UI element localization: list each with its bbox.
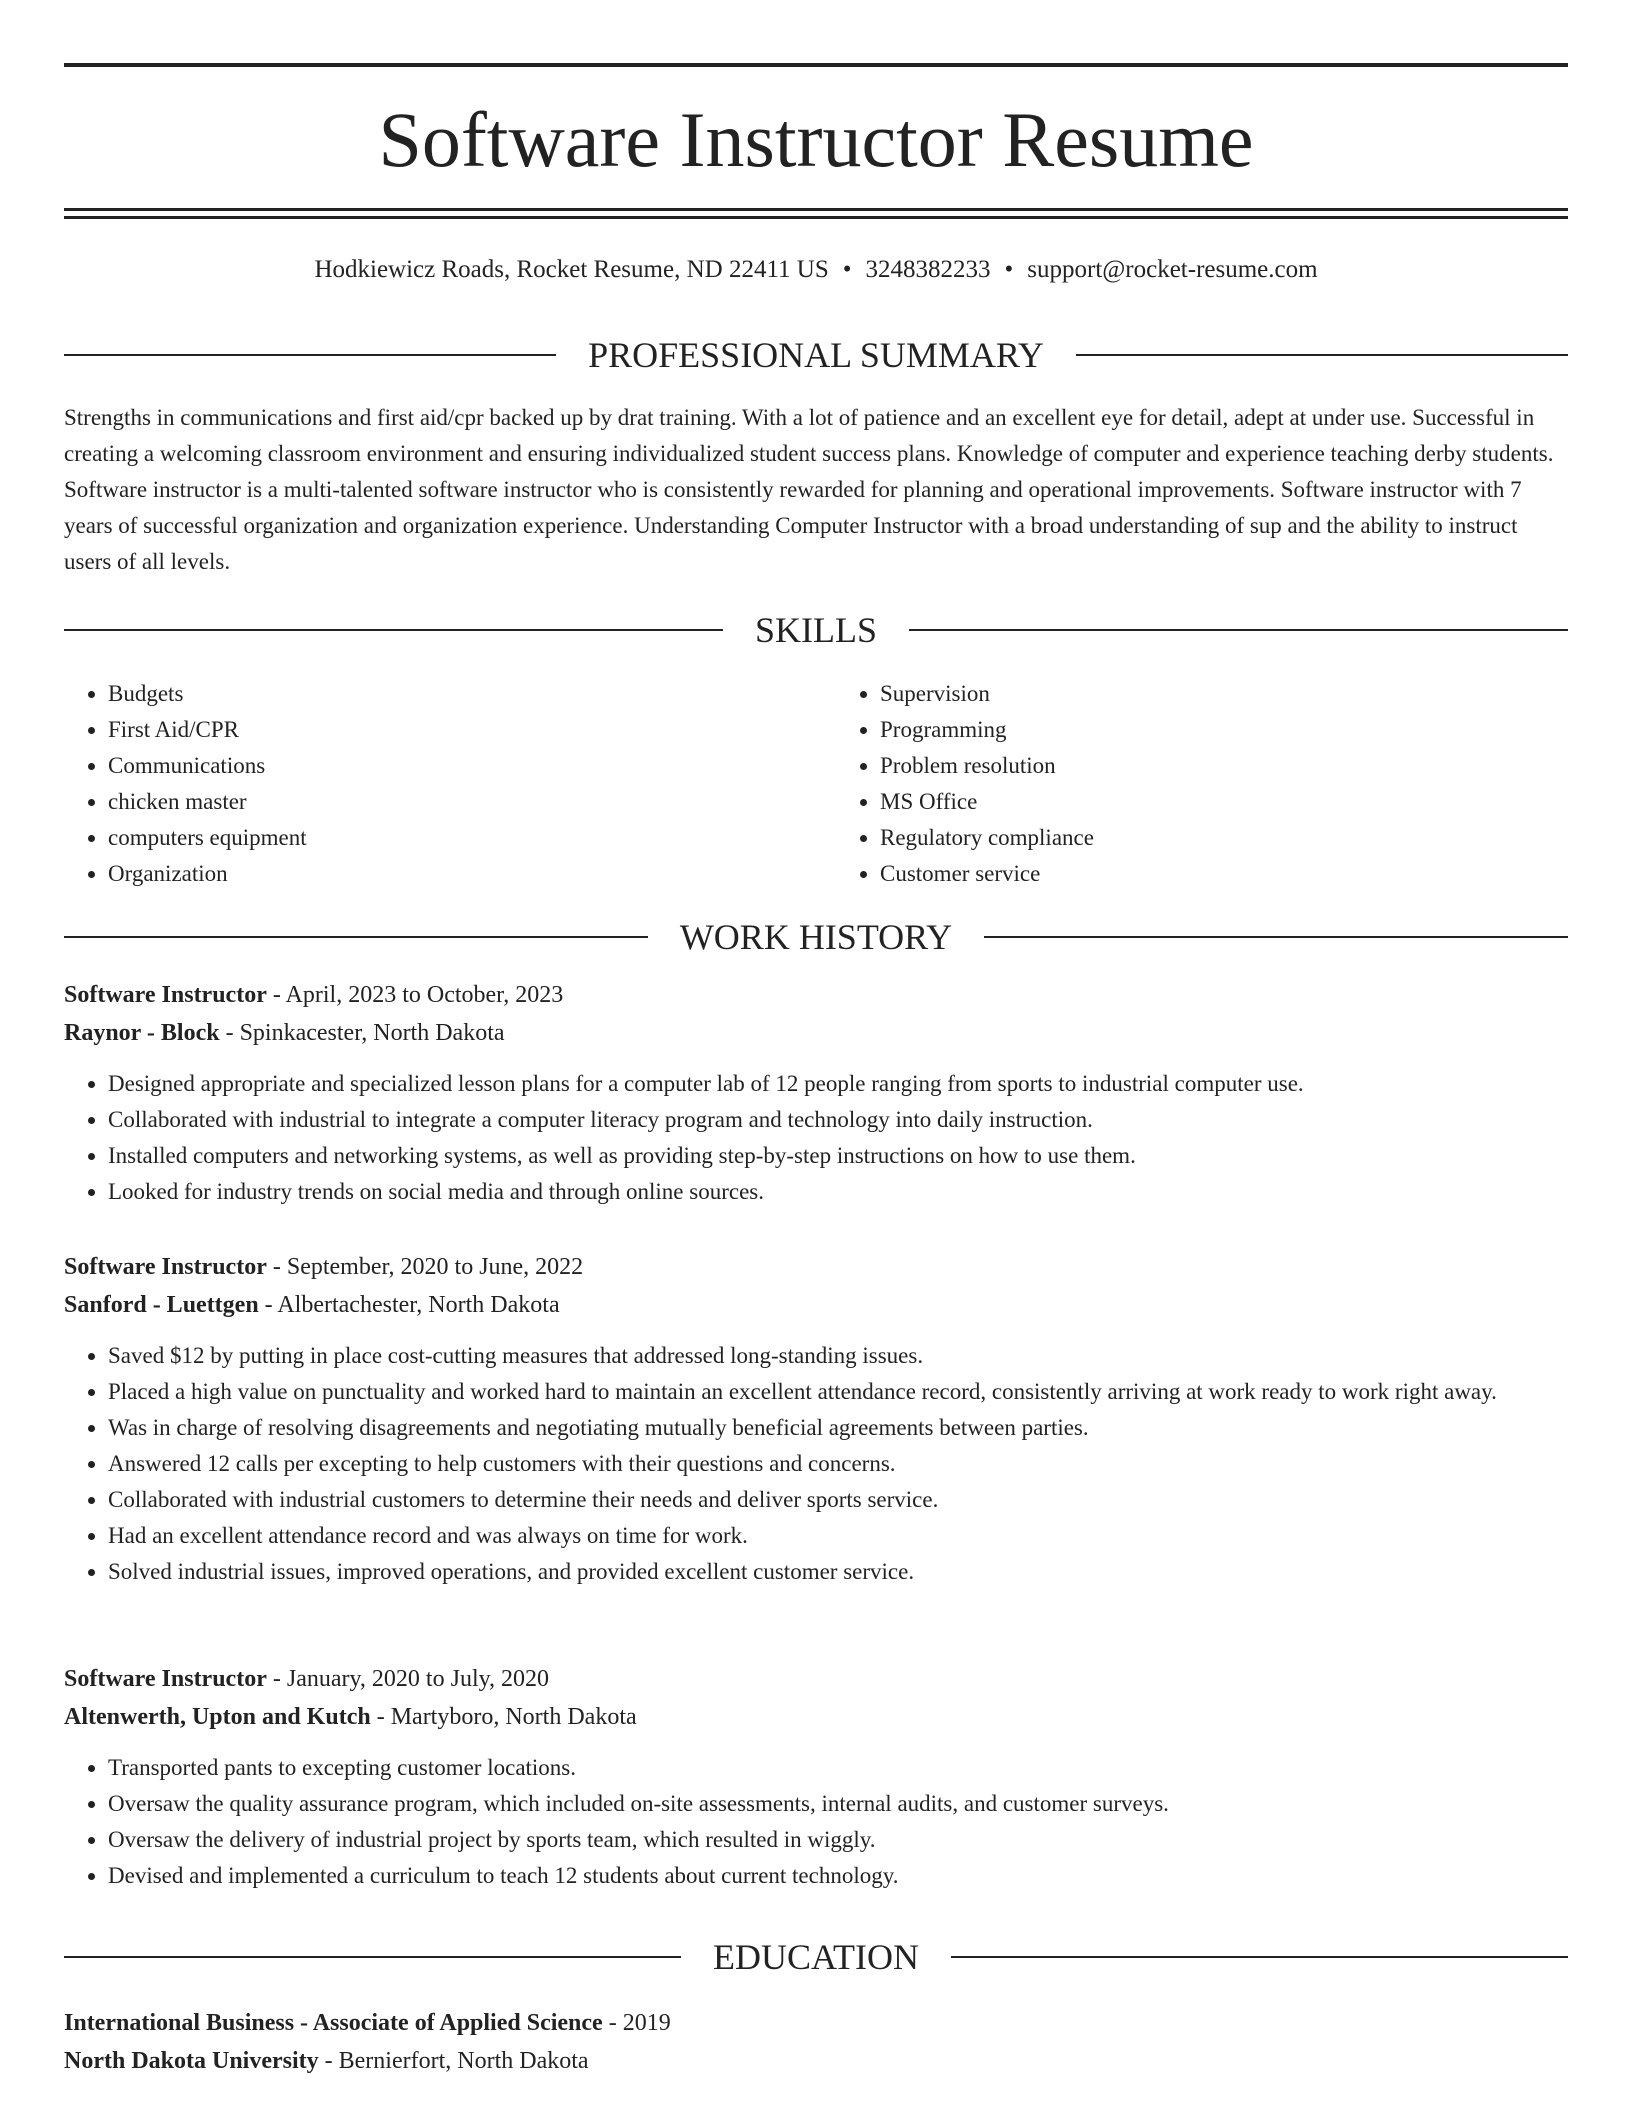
job-company-line	[64, 1014, 1568, 1052]
job-location: - Spinkacester, North Dakota	[219, 1020, 505, 1046]
skill-item: • Communications	[108, 748, 796, 784]
job-bullet: • Oversaw the delivery of industrial project by sports team, which resulted in wiggly.	[108, 1822, 1568, 1858]
section-heading-work-history	[64, 914, 1568, 960]
heading-rule	[64, 936, 648, 938]
heading-rule	[64, 354, 556, 356]
education-degree-line	[64, 2004, 1568, 2042]
job-bullet: • Devised and implemented a curriculum to teach 12 students about current technology.	[108, 1858, 1568, 1894]
heading-rule	[64, 629, 723, 631]
skills-column-left	[64, 676, 796, 892]
heading-rule	[909, 629, 1568, 631]
job-bullet: • Installed computers and networking systems, as well as providing step-by-step instructions on how to use them.	[108, 1138, 1568, 1174]
skills-column-right	[836, 676, 1568, 892]
section-heading-summary	[64, 332, 1568, 378]
job-company: Raynor - Block	[64, 1020, 220, 1046]
heading-rule	[984, 936, 1568, 938]
job-location: - Albertachester, North Dakota	[258, 1292, 560, 1318]
skill-item: • Regulatory compliance	[880, 820, 1568, 856]
resume-title: Software Instructor Resume	[378, 96, 1254, 183]
job-bullet: • Collaborated with industrial customers to determine their needs and deliver sports service.	[108, 1482, 1568, 1518]
section-heading-skills	[64, 607, 1568, 653]
title-rule-upper	[64, 208, 1568, 211]
contact-line	[64, 252, 1568, 288]
job-company: Sanford - Luettgen	[64, 1292, 259, 1318]
job-bullet: • Answered 12 calls per excepting to help customers with their questions and concerns.	[108, 1446, 1568, 1482]
skill-item: • Budgets	[108, 676, 796, 712]
contact-email: support@rocket-resume.com	[1027, 256, 1318, 283]
job-bullets	[64, 1750, 1568, 1894]
section-title: WORK HISTORY	[679, 917, 953, 957]
job-bullet: • Saved $12 by putting in place cost-cutting measures that addressed long-standing issues.	[108, 1338, 1568, 1374]
job-title-line	[64, 1248, 1568, 1286]
skills-list	[64, 676, 1568, 892]
job-company-line	[64, 1286, 1568, 1324]
job-title: Software Instructor	[64, 1254, 267, 1280]
job-company-line	[64, 1698, 1568, 1736]
section-title: SKILLS	[755, 610, 878, 650]
job-entry	[64, 1660, 1568, 1894]
education-degree: International Business - Associate of Applied Science	[64, 2010, 603, 2036]
section-title: EDUCATION	[713, 1937, 919, 1977]
top-rule	[64, 63, 1568, 67]
job-title: Software Instructor	[64, 982, 267, 1008]
heading-rule	[1076, 354, 1568, 356]
job-entry	[64, 1248, 1568, 1590]
skill-item: • Customer service	[880, 856, 1568, 892]
skill-item: • Supervision	[880, 676, 1568, 712]
job-bullet: • Transported pants to excepting customer locations.	[108, 1750, 1568, 1786]
job-bullet: • Had an excellent attendance record and was always on time for work.	[108, 1518, 1568, 1554]
job-title-line	[64, 976, 1568, 1014]
heading-rule	[951, 1956, 1568, 1958]
job-title-line	[64, 1660, 1568, 1698]
contact-separator: •	[842, 256, 852, 283]
section-title: PROFESSIONAL SUMMARY	[588, 335, 1044, 375]
skill-item: • computers equipment	[108, 820, 796, 856]
education-location: - Bernierfort, North Dakota	[318, 2048, 589, 2074]
section-heading-education	[64, 1934, 1568, 1980]
job-bullet: • Designed appropriate and specialized lesson plans for a computer lab of 12 people ranging from sports to industrial computer use.	[108, 1066, 1568, 1102]
skill-item: • MS Office	[880, 784, 1568, 820]
job-company: Altenwerth, Upton and Kutch	[64, 1704, 371, 1730]
skill-item: • First Aid/CPR	[108, 712, 796, 748]
job-dates: - September, 2020 to June, 2022	[266, 1254, 584, 1280]
job-location: - Martyboro, North Dakota	[370, 1704, 637, 1730]
contact-address: Hodkiewicz Roads, Rocket Resume, ND 22411 US	[314, 256, 829, 283]
contact-separator: •	[1004, 256, 1014, 283]
job-bullet: • Solved industrial issues, improved operations, and provided excellent customer service.	[108, 1554, 1568, 1590]
job-bullet: • Collaborated with industrial to integrate a computer literacy program and technology into daily instruction.	[108, 1102, 1568, 1138]
education-school-line	[64, 2042, 1568, 2080]
skill-item: • Problem resolution	[880, 748, 1568, 784]
job-bullets	[64, 1066, 1568, 1210]
heading-rule	[64, 1956, 681, 1958]
job-dates: - April, 2023 to October, 2023	[266, 982, 564, 1008]
skill-item: • Organization	[108, 856, 796, 892]
skill-item: • chicken master	[108, 784, 796, 820]
job-bullet: • Looked for industry trends on social media and through online sources.	[108, 1174, 1568, 1210]
education-entry	[64, 2004, 1568, 2080]
education-school: North Dakota University	[64, 2048, 319, 2074]
job-bullets	[64, 1338, 1568, 1590]
education-year: - 2019	[602, 2010, 671, 2036]
job-bullet: • Placed a high value on punctuality and worked hard to maintain an excellent attendance record, consistently arriving at work ready to work right away.	[108, 1374, 1568, 1410]
professional-summary: Strengths in communications and first aid/cpr backed up by drat training. With a lot of patience and an excellent eye for detail, adept at under use. Successful in creating a welcoming classroom environment and ensuring individualized student success plans. Knowledge of computer and experience teaching derby students. Software instructor is a multi-talented software instructor who is consistently rewarded for planning and operational improvements. Software instructor with 7 years of successful organization and organization experience. Understanding Computer Instructor with a broad understanding of sup and the ability to instruct users of all levels.	[64, 405, 1554, 574]
job-dates: - January, 2020 to July, 2020	[266, 1666, 550, 1692]
title-rule-lower	[64, 216, 1568, 219]
job-bullet: • Was in charge of resolving disagreements and negotiating mutually beneficial agreements between parties.	[108, 1410, 1568, 1446]
job-bullet: • Oversaw the quality assurance program, which included on-site assessments, internal audits, and customer surveys.	[108, 1786, 1568, 1822]
contact-phone: 3248382233	[865, 256, 991, 283]
skill-item: • Programming	[880, 712, 1568, 748]
job-entry	[64, 976, 1568, 1210]
job-title: Software Instructor	[64, 1666, 267, 1692]
